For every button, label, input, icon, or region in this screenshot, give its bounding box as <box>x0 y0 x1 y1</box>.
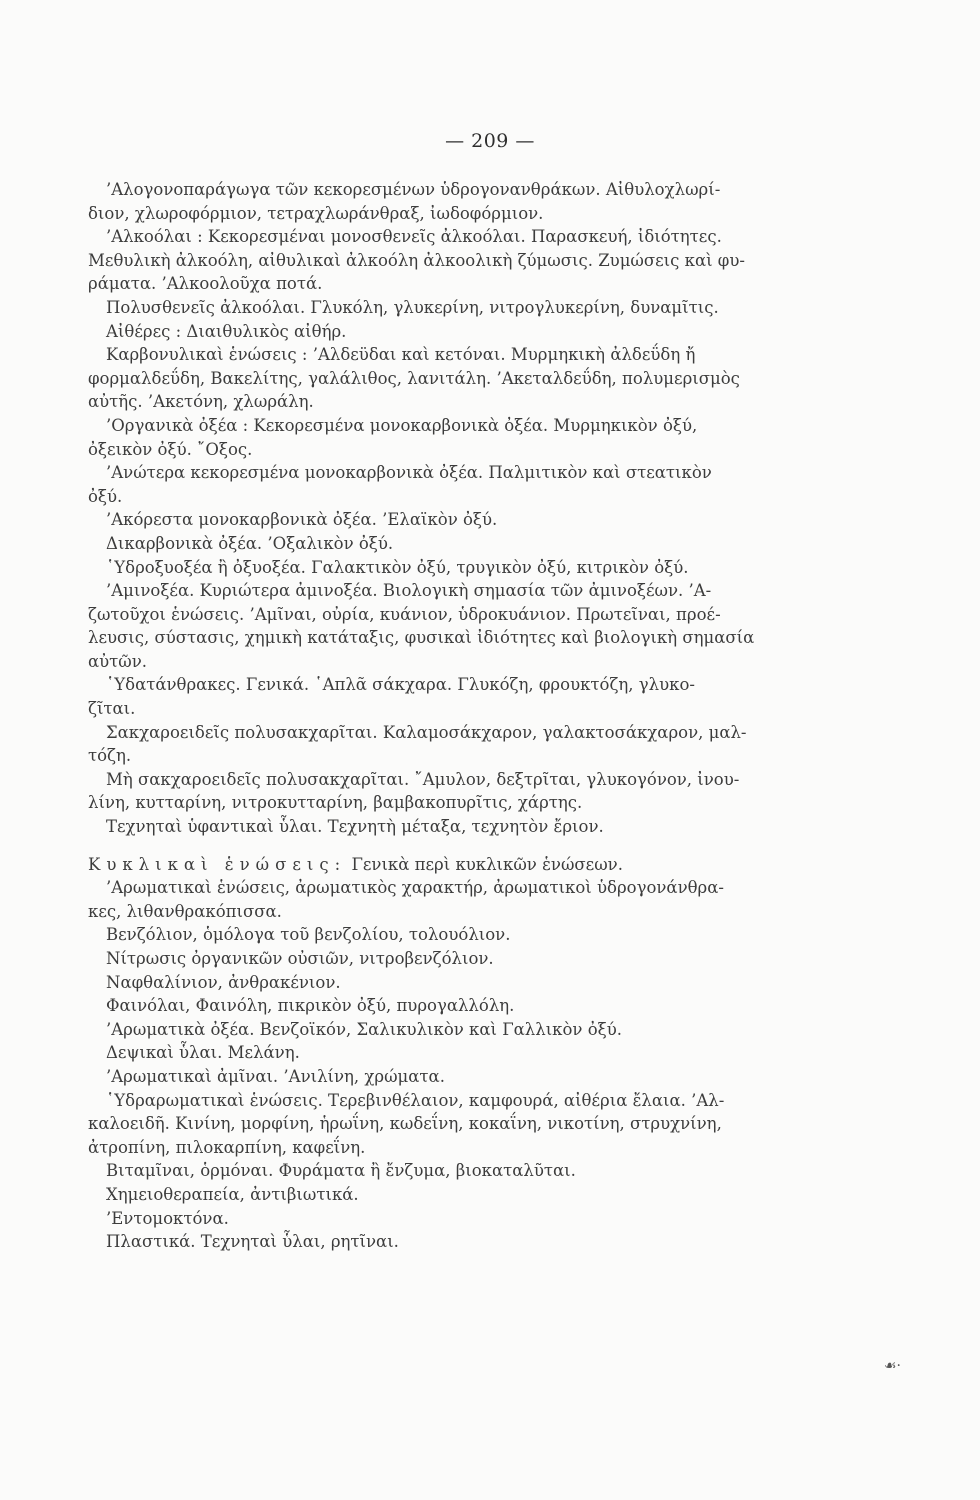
text-line: καλοειδῆ. Κινίνη, μορφίνη, ἡρωΐνη, κωδεΐνη, κοκαΐνη, νικοτίνη, στρυχνίνη, <box>88 1114 722 1134</box>
text-line: ’Αλκοόλαι : Κεκορεσμέναι μονοσθενεῖς ἀλκοόλαι. Παρασκευή, ἰδιότητες. <box>106 227 722 247</box>
text-line: Βιταμῖναι, ὁρμόναι. Φυράματα ἢ ἔνζυμα, βιοκαταλῦται. <box>106 1161 576 1181</box>
text-line: Πλαστικά. Τεχνηταὶ ὗλαι, ρητῖναι. <box>106 1232 399 1252</box>
text-line: ἀτροπίνη, πιλοκαρπίνη, καφεΐνη. <box>88 1137 366 1157</box>
page-number: — 209 — <box>445 130 535 152</box>
text-line: ’Αρωματικαὶ ἑνώσεις, ἀρωματικὸς χαρακτήρ, ἀρωματικοὶ ὑδρογονάνθρα- <box>106 878 724 898</box>
text-line: Σακχαροειδεῖς πολυσακχαρῖται. Καλαμοσάκχαρον, γαλακτοσάκχαρον, μαλ- <box>106 722 747 742</box>
text-line: Δικαρβονικὰ ὀξέα. ’Οξαλικὸν ὀξύ. <box>106 533 394 553</box>
text-line: Μὴ σακχαροειδεῖς πολυσακχαρῖται. ῎Αμυλον, δεξτρῖται, γλυκογόνον, ἰνου- <box>106 769 740 789</box>
text-line: ’Αρωματικαὶ ἀμῖναι. ’Ανιλίνη, χρώματα. <box>106 1066 445 1086</box>
text-line: ’Ακόρεστα μονοκαρβονικὰ ὀξέα. ’Ελαϊκὸν ὀξύ. <box>106 510 498 530</box>
text-line: ’Αλογονοπαράγωγα τῶν κεκορεσμένων ὑδρογονανθράκων. Αἰθυλοχλωρί- <box>106 180 721 199</box>
text-line: ’Αρωματικὰ ὀξέα. Βενζοϊκόν, Σαλικυλικὸν καὶ Γαλλικὸν ὀξύ. <box>106 1019 622 1039</box>
text-line: διον, χλωροφόρμιον, τετραχλωράνθραξ, ἰωδοφόρμιον. <box>88 203 544 223</box>
text-line: ὀξεικὸν ὀξύ. ῎Οξος. <box>88 439 253 459</box>
section-heading: Κυκλικαὶ ἑνώσεις: <box>88 854 347 874</box>
text-line: φορμαλδεΰδη, Βακελίτης, γαλάλιθος, λανιτάλη. ’Ακεταλδεΰδη, πολυμερισμὸς <box>88 368 740 388</box>
text-line: Ναφθαλίνιον, ἀνθρακένιον. <box>106 972 341 992</box>
text-line: Πολυσθενεῖς ἀλκοόλαι. Γλυκόλη, γλυκερίνη, νιτρογλυκερίνη, δυναμῖτις. <box>106 297 719 317</box>
text-line: λευσις, σύστασις, χημικὴ κατάταξις, φυσικαὶ ἰδιότητες καὶ βιολογικὴ σημασία <box>88 628 755 648</box>
text-line: ὀξύ. <box>88 486 123 506</box>
text-line: ’Οργανικὰ ὀξέα : Κεκορεσμένα μονοκαρβονικὰ ὀξέα. Μυρμηκικὸν ὀξύ, <box>106 415 698 435</box>
text-line: κες, λιθανθρακόπισσα. <box>88 901 282 921</box>
text-line: ’Ανώτερα κεκορεσμένα μονοκαρβονικὰ ὀξέα. Παλμιτικὸν καὶ στεατικὸν <box>106 463 712 483</box>
text-line: Βενζόλιον, ὁμόλογα τοῦ βενζολίου, τολουόλιον. <box>106 925 511 945</box>
printer-mark: ☙· <box>884 1358 902 1374</box>
text-line: ’Εντομοκτόνα. <box>106 1208 229 1228</box>
text-line: ζωτοῦχοι ἑνώσεις. ’Αμῖναι, οὐρία, κυάνιον, ὑδροκυάνιον. Πρωτεῖναι, προέ- <box>88 604 721 624</box>
text-line: Καρβονυλικαὶ ἑνώσεις : ’Αλδεϋδαι καὶ κετόναι. Μυρμηκικὴ ἀλδεΰδη ἤ <box>106 345 696 365</box>
text-line: Τεχνηταὶ ὑφαντικαὶ ὗλαι. Τεχνητὴ μέταξα, τεχνητὸν ἔριον. <box>106 817 604 837</box>
text-line: ’Αμινοξέα. Κυριώτερα ἀμινοξέα. Βιολογικὴ σημασία τῶν ἀμινοξέων. ’Α- <box>106 581 712 601</box>
text-line: Νίτρωσις ὀργανικῶν οὐσιῶν, νιτροβενζόλιον. <box>106 949 494 968</box>
text-line: Δεψικαὶ ὗλαι. Μελάνη. <box>106 1043 300 1063</box>
text-block <box>88 178 828 1254</box>
text-line: Αἰθέρες : Διαιθυλικὸς αἰθήρ. <box>106 321 347 341</box>
text-line: τόζη. <box>88 746 132 766</box>
section-subtitle: Γενικὰ περὶ κυκλικῶν ἑνώσεων. <box>351 854 623 874</box>
text-line: ῾Υδατάνθρακες. Γενικά. ῾Απλᾶ σάκχαρα. Γλυκόζη, φρουκτόζη, γλυκο- <box>106 675 695 695</box>
text-line: λίνη, κυτταρίνη, νιτροκυτταρίνη, βαμβακοπυρῖτις, χάρτης. <box>88 793 583 813</box>
text-line: ζῖται. <box>88 699 136 719</box>
text-line: ῾Υδραρωματικαὶ ἑνώσεις. Τερεβινθέλαιον, καμφουρά, αἰθέρια ἔλαια. ’Αλ- <box>106 1090 725 1110</box>
section-heading-line <box>88 853 828 877</box>
text-line: Φαινόλαι, Φαινόλη, πικρικὸν ὀξύ, πυρογαλλόλη. <box>106 996 515 1016</box>
text-line: Χημειοθεραπεία, ἀντιβιωτικά. <box>106 1184 359 1204</box>
text-line: Μεθυλικὴ ἀλκοόλη, αἰθυλικαὶ ἀλκοόλη ἀλκοολικὴ ζύμωσις. Ζυμώσεις καὶ φυ- <box>88 250 745 270</box>
text-line: ράματα. ’Αλκοολοῦχα ποτά. <box>88 274 323 294</box>
text-line: αὐτῶν. <box>88 651 148 671</box>
text-line: αὐτῆς. ’Ακετόνη, χλωράλη. <box>88 392 314 412</box>
text-line: ῾Υδροξυοξέα ἢ ὀξυοξέα. Γαλακτικὸν ὀξύ, τρυγικὸν ὀξύ, κιτρικὸν ὀξύ. <box>106 557 689 577</box>
